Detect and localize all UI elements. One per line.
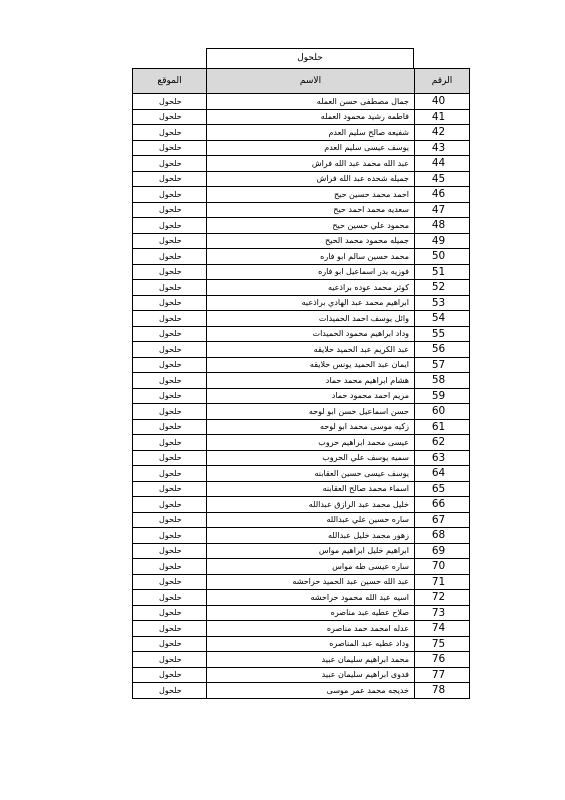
location-cell: حلحول xyxy=(133,171,207,187)
title-row xyxy=(132,48,469,68)
table-row xyxy=(133,202,470,218)
number-cell: 44 xyxy=(415,156,470,172)
table-row xyxy=(133,574,470,590)
location-cell: حلحول xyxy=(133,605,207,621)
name-cell: سميه يوسف علي الحروب xyxy=(207,450,415,466)
number-cell: 77 xyxy=(415,667,470,683)
number-cell: 42 xyxy=(415,125,470,141)
location-cell: حلحول xyxy=(133,543,207,559)
number-cell: 70 xyxy=(415,559,470,575)
number-cell: 46 xyxy=(415,187,470,203)
number-cell: 56 xyxy=(415,342,470,358)
table-row xyxy=(133,450,470,466)
location-cell: حلحول xyxy=(133,280,207,296)
number-cell: 50 xyxy=(415,249,470,265)
table-row xyxy=(133,590,470,606)
number-cell: 60 xyxy=(415,404,470,420)
name-cell: عبد الله محمد عبد الله فراش xyxy=(207,156,415,172)
name-cell: اسماء محمد صالح العقابنه xyxy=(207,481,415,497)
table-row xyxy=(133,295,470,311)
name-cell: سعديه محمد احمد حيح xyxy=(207,202,415,218)
data-sheet xyxy=(132,48,469,699)
table-row xyxy=(133,481,470,497)
header-name: الاسم xyxy=(207,69,415,94)
location-cell: حلحول xyxy=(133,140,207,156)
location-cell: حلحول xyxy=(133,357,207,373)
name-cell: يوسف عيسى سليم العدم xyxy=(207,140,415,156)
table-row xyxy=(133,218,470,234)
number-cell: 45 xyxy=(415,171,470,187)
number-cell: 64 xyxy=(415,466,470,482)
table-row xyxy=(133,156,470,172)
location-cell: حلحول xyxy=(133,404,207,420)
table-row xyxy=(133,125,470,141)
table-row xyxy=(133,419,470,435)
location-cell: حلحول xyxy=(133,512,207,528)
table-row xyxy=(133,187,470,203)
name-cell: كوثر محمد عوده براذعيه xyxy=(207,280,415,296)
name-cell: عبد الله حسين عبد الحميد حراحشه xyxy=(207,574,415,590)
location-cell: حلحول xyxy=(133,636,207,652)
names-table xyxy=(132,68,470,699)
table-row xyxy=(133,249,470,265)
number-cell: 68 xyxy=(415,528,470,544)
name-cell: عدله امحمد حمد مناصره xyxy=(207,621,415,637)
name-cell: خليل محمد عبد الرازق عبدالله xyxy=(207,497,415,513)
table-row xyxy=(133,636,470,652)
table-row xyxy=(133,652,470,668)
name-cell: وداد عطيه عبد المناصره xyxy=(207,636,415,652)
name-cell: محمد حسين سالم ابو فاره xyxy=(207,249,415,265)
location-cell: حلحول xyxy=(133,667,207,683)
number-cell: 58 xyxy=(415,373,470,389)
location-cell: حلحول xyxy=(133,481,207,497)
number-cell: 55 xyxy=(415,326,470,342)
name-cell: فدوى ابراهيم سليمان عبيد xyxy=(207,667,415,683)
number-cell: 65 xyxy=(415,481,470,497)
name-cell: هشام ابراهيم محمد حماد xyxy=(207,373,415,389)
location-cell: حلحول xyxy=(133,652,207,668)
table-row xyxy=(133,264,470,280)
number-cell: 49 xyxy=(415,233,470,249)
name-cell: ساره عيسى طه مواس xyxy=(207,559,415,575)
table-row xyxy=(133,373,470,389)
location-cell: حلحول xyxy=(133,202,207,218)
number-cell: 59 xyxy=(415,388,470,404)
number-cell: 74 xyxy=(415,621,470,637)
number-cell: 40 xyxy=(415,94,470,110)
number-cell: 43 xyxy=(415,140,470,156)
table-row xyxy=(133,621,470,637)
location-cell: حلحول xyxy=(133,249,207,265)
location-cell: حلحول xyxy=(133,295,207,311)
table-row xyxy=(133,311,470,327)
table-row xyxy=(133,233,470,249)
location-cell: حلحول xyxy=(133,373,207,389)
number-cell: 72 xyxy=(415,590,470,606)
table-row xyxy=(133,94,470,110)
number-cell: 47 xyxy=(415,202,470,218)
number-cell: 69 xyxy=(415,543,470,559)
number-cell: 52 xyxy=(415,280,470,296)
location-cell: حلحول xyxy=(133,466,207,482)
name-cell: جمال مصطفى حسن العمله xyxy=(207,94,415,110)
table-row xyxy=(133,140,470,156)
name-cell: جميله محمود محمد الحيح xyxy=(207,233,415,249)
table-row xyxy=(133,667,470,683)
header-row xyxy=(133,69,470,94)
name-cell: فوزيه بدر اسماعيل ابو فاره xyxy=(207,264,415,280)
table-row xyxy=(133,357,470,373)
table-row xyxy=(133,404,470,420)
location-cell: حلحول xyxy=(133,264,207,280)
table-row xyxy=(133,528,470,544)
name-cell: عيسى محمد ابراهيم حروب xyxy=(207,435,415,451)
table-row xyxy=(133,171,470,187)
number-cell: 67 xyxy=(415,512,470,528)
location-cell: حلحول xyxy=(133,311,207,327)
table-row xyxy=(133,466,470,482)
name-cell: ابراهيم خليل ابراهيم مواس xyxy=(207,543,415,559)
number-cell: 63 xyxy=(415,450,470,466)
table-row xyxy=(133,109,470,125)
table-row xyxy=(133,388,470,404)
name-cell: جميله شحده عبد الله فراش xyxy=(207,171,415,187)
name-cell: ساره حسين علي عبدالله xyxy=(207,512,415,528)
number-cell: 51 xyxy=(415,264,470,280)
location-cell: حلحول xyxy=(133,233,207,249)
table-row xyxy=(133,435,470,451)
number-cell: 54 xyxy=(415,311,470,327)
table-row xyxy=(133,605,470,621)
location-cell: حلحول xyxy=(133,621,207,637)
location-cell: حلحول xyxy=(133,528,207,544)
location-cell: حلحول xyxy=(133,435,207,451)
location-cell: حلحول xyxy=(133,94,207,110)
location-cell: حلحول xyxy=(133,326,207,342)
location-cell: حلحول xyxy=(133,419,207,435)
header-location: الموقع xyxy=(133,69,207,94)
name-cell: خديجه محمد عمر موسى xyxy=(207,683,415,699)
name-cell: وائل يوسف احمد الحميدات xyxy=(207,311,415,327)
name-cell: يوسف عيسى حسين العقابنه xyxy=(207,466,415,482)
name-cell: حسن اسماعيل حسن ابو لوحه xyxy=(207,404,415,420)
name-cell: ايمان عبد الحميد يونس حلايقه xyxy=(207,357,415,373)
location-cell: حلحول xyxy=(133,156,207,172)
number-cell: 41 xyxy=(415,109,470,125)
location-cell: حلحول xyxy=(133,450,207,466)
location-cell: حلحول xyxy=(133,388,207,404)
number-cell: 48 xyxy=(415,218,470,234)
number-cell: 76 xyxy=(415,652,470,668)
table-row xyxy=(133,497,470,513)
name-cell: فاطمه رشيد محمود العمله xyxy=(207,109,415,125)
location-cell: حلحول xyxy=(133,574,207,590)
name-cell: اسيه عبد الله محمود حراحشه xyxy=(207,590,415,606)
location-cell: حلحول xyxy=(133,109,207,125)
name-cell: شفيعه صالح سليم العدم xyxy=(207,125,415,141)
location-cell: حلحول xyxy=(133,218,207,234)
number-cell: 62 xyxy=(415,435,470,451)
number-cell: 78 xyxy=(415,683,470,699)
table-row xyxy=(133,280,470,296)
name-cell: ابراهيم محمد عبد الهادي براذعيه xyxy=(207,295,415,311)
table-row xyxy=(133,326,470,342)
name-cell: محمود علي حسين حيح xyxy=(207,218,415,234)
name-cell: عبد الكريم عبد الحميد حلايقه xyxy=(207,342,415,358)
location-cell: حلحول xyxy=(133,559,207,575)
location-cell: حلحول xyxy=(133,683,207,699)
location-cell: حلحول xyxy=(133,125,207,141)
number-cell: 75 xyxy=(415,636,470,652)
number-cell: 66 xyxy=(415,497,470,513)
name-cell: وداد ابراهيم محمود الحميدات xyxy=(207,326,415,342)
table-body xyxy=(133,94,470,699)
table-row xyxy=(133,559,470,575)
number-cell: 61 xyxy=(415,419,470,435)
location-cell: حلحول xyxy=(133,590,207,606)
table-row xyxy=(133,543,470,559)
number-cell: 53 xyxy=(415,295,470,311)
number-cell: 57 xyxy=(415,357,470,373)
location-cell: حلحول xyxy=(133,342,207,358)
table-title: حلحول xyxy=(206,48,414,68)
table-row xyxy=(133,342,470,358)
name-cell: مريم احمد محمود حماد xyxy=(207,388,415,404)
name-cell: زهور محمد خليل عبدالله xyxy=(207,528,415,544)
number-cell: 71 xyxy=(415,574,470,590)
name-cell: صلاح عطيه عبد مناصره xyxy=(207,605,415,621)
location-cell: حلحول xyxy=(133,497,207,513)
location-cell: حلحول xyxy=(133,187,207,203)
header-number: الرقم xyxy=(415,69,470,94)
table-row xyxy=(133,512,470,528)
name-cell: احمد محمد حسين حيح xyxy=(207,187,415,203)
number-cell: 73 xyxy=(415,605,470,621)
name-cell: محمد ابراهيم سليمان عبيد xyxy=(207,652,415,668)
table-row xyxy=(133,683,470,699)
name-cell: زكيه موسى محمد ابو لوحه xyxy=(207,419,415,435)
